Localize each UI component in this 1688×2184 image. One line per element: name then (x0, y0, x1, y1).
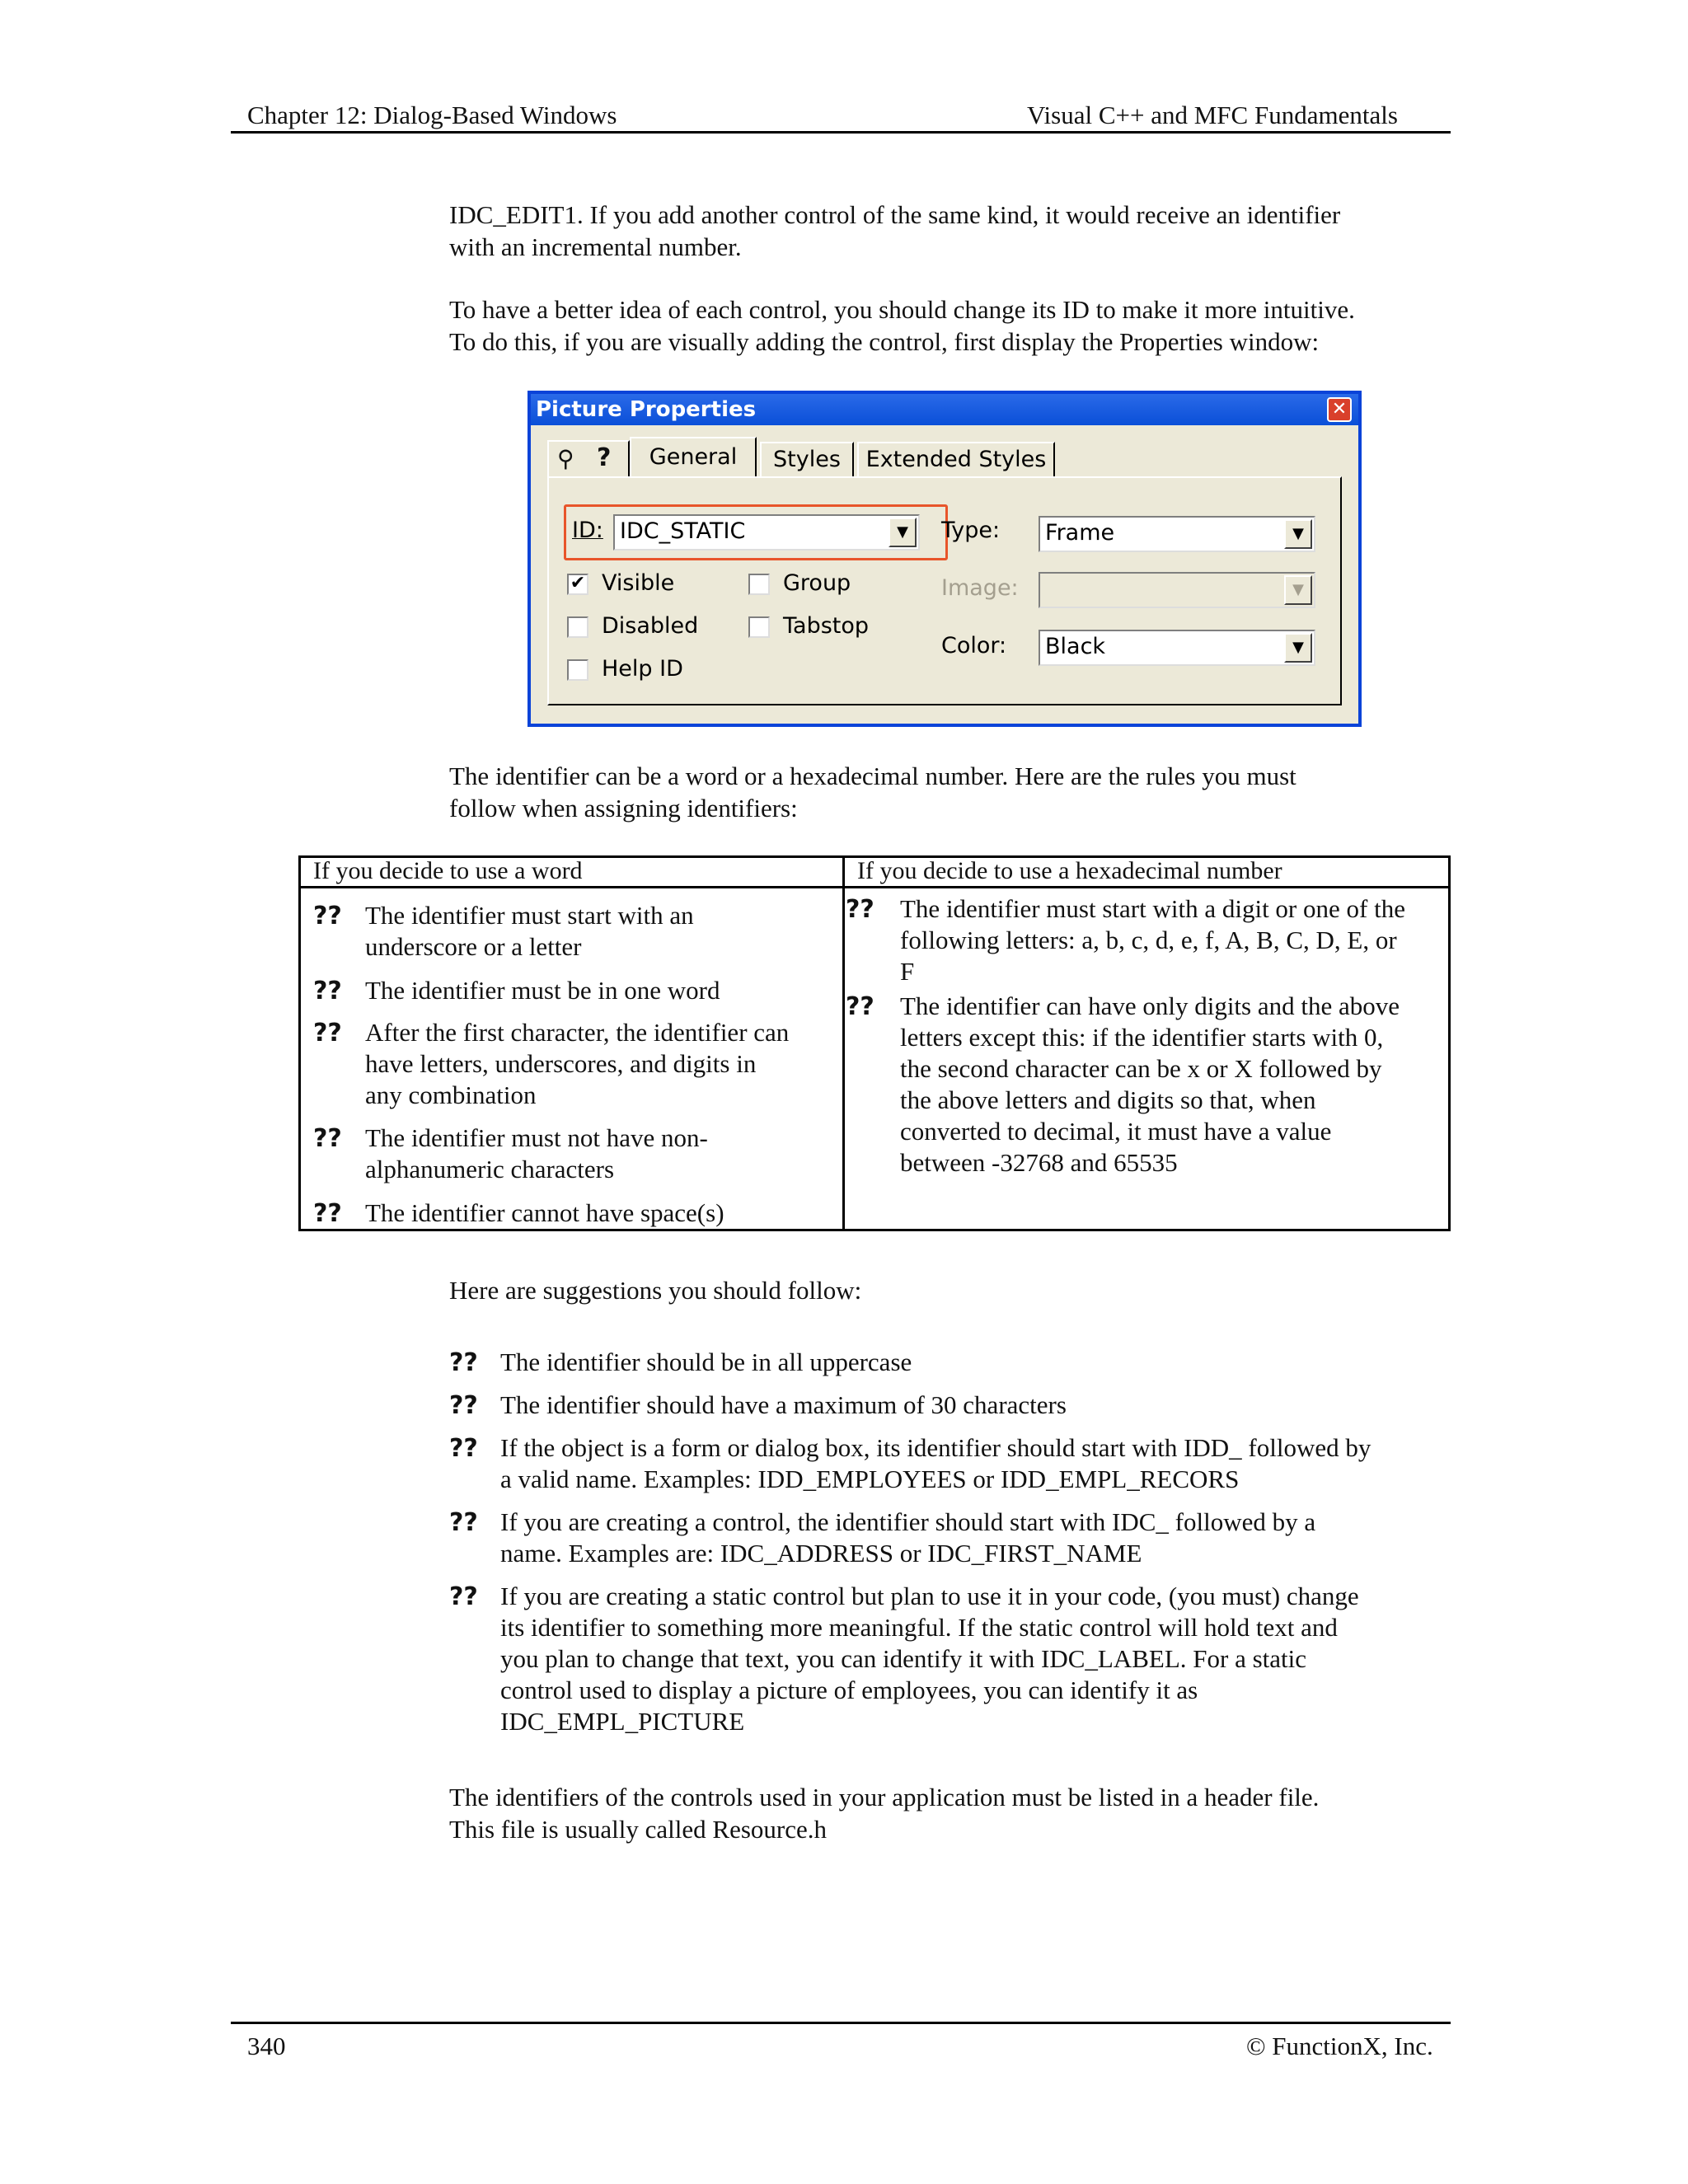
bullet-icon: ?? (313, 1124, 342, 1153)
bullet-icon: ?? (449, 1348, 478, 1377)
bullet-icon: ?? (449, 1434, 478, 1463)
rules-table-header-hex: If you decide to use a hexadecimal number (857, 857, 1282, 884)
bullet-icon: ?? (313, 1019, 342, 1047)
color-label: Color: (941, 633, 1007, 658)
visible-label: Visible (602, 570, 675, 596)
help-icon[interactable]: ? (597, 443, 612, 472)
intro-paragraph-2: To have a better idea of each control, you should change its ID to make it more intuitive. To do this, if you are visually adding the control, first display the Properties window: (449, 295, 1355, 356)
suggestion-item: If you are creating a static control but plan to use it in your code, (you must) change its identifier to something more meaningful. If the static control will hold text and you plan to change that text, you can identify it with IDC_LABEL. For a static control used to display a picture of employees, you can identify it as IDC_EMPL_PICTURE (500, 1582, 1359, 1736)
image-combo (1039, 572, 1315, 608)
bullet-icon: ?? (449, 1391, 478, 1420)
group-checkbox[interactable] (748, 574, 770, 595)
disabled-label: Disabled (602, 613, 699, 639)
tabstop-label: Tabstop (783, 613, 870, 639)
hex-rule-item: The identifier must start with a digit or one of the following letters: a, b, c, d, e, f, A, B, C, D, E, or F (900, 894, 1405, 986)
bullet-icon: ?? (449, 1508, 478, 1537)
type-combo[interactable] (1039, 516, 1315, 552)
header-chapter-title: Chapter 12: Dialog-Based Windows (247, 101, 617, 129)
color-value: Black (1045, 634, 1106, 659)
dialog-title-bar (531, 394, 1358, 425)
suggestion-item: If the object is a form or dialog box, its identifier should start with IDD_ followed by a valid name. Examples: IDD_EMPLOYEES or IDD_EMPL_RECORS (500, 1433, 1372, 1493)
id-combo[interactable] (613, 514, 920, 551)
header-rule (231, 131, 1451, 134)
chevron-down-icon[interactable]: ▼ (889, 518, 917, 547)
rules-table-header-word: If you decide to use a word (313, 857, 583, 884)
chevron-down-icon: ▼ (1284, 575, 1312, 605)
word-rule-item: The identifier must not have non- alphanumeric characters (365, 1123, 708, 1183)
tabstop-checkbox[interactable] (748, 616, 770, 638)
header-book-title: Visual C++ and MFC Fundamentals (1027, 101, 1398, 129)
helpid-checkbox[interactable] (567, 659, 588, 681)
closing-paragraph: The identifiers of the controls used in your application must be listed in a header file. This file is usually called Resource.h (449, 1783, 1320, 1844)
chevron-down-icon[interactable]: ▼ (1284, 633, 1312, 663)
image-label: Image: (941, 575, 1019, 601)
bullet-icon: ?? (846, 992, 874, 1021)
bullet-icon: ?? (313, 902, 342, 930)
rules-table-column-rule (842, 855, 845, 1231)
disabled-checkbox[interactable] (567, 616, 588, 638)
dialog-title: Picture Properties (536, 397, 757, 422)
visible-checkbox[interactable]: ✔ (567, 574, 588, 595)
suggestion-item: The identifier should be in all uppercase (500, 1347, 912, 1376)
tab-extended-styles[interactable]: Extended Styles (857, 442, 1055, 478)
word-rule-item: The identifier must start with an underscore or a letter (365, 901, 694, 961)
pin-tab[interactable] (547, 440, 630, 478)
suggestion-item: If you are creating a control, the identifier should start with IDC_ followed by a name. Examples are: IDC_ADDRESS or IDC_FIRST_NAME (500, 1507, 1316, 1568)
footer-rule (231, 2022, 1451, 2024)
bullet-icon: ?? (313, 1199, 342, 1228)
bullet-icon: ?? (846, 895, 874, 924)
helpid-label: Help ID (602, 656, 683, 682)
pin-icon[interactable]: ⚲ (557, 445, 574, 472)
copyright: © FunctionX, Inc. (1246, 2032, 1433, 2060)
tab-styles[interactable]: Styles (760, 442, 854, 478)
word-rule-item: After the first character, the identifier can have letters, underscores, and digits in any combination (365, 1018, 790, 1109)
close-icon[interactable]: ✕ (1327, 397, 1352, 422)
rules-table-header-rule (298, 886, 1451, 888)
chevron-down-icon[interactable]: ▼ (1284, 519, 1312, 549)
type-value: Frame (1045, 520, 1115, 546)
word-rule-item: The identifier cannot have space(s) (365, 1198, 724, 1227)
intro-paragraph-1: IDC_EDIT1. If you add another control of the same kind, it would receive an identifier with an incremental number. (449, 200, 1341, 261)
type-label: Type: (941, 518, 1001, 543)
picture-properties-dialog (528, 391, 1362, 727)
id-label: ID: (572, 518, 603, 543)
word-rule-item: The identifier must be in one word (365, 976, 720, 1005)
color-combo[interactable] (1039, 630, 1315, 666)
hex-rule-item: The identifier can have only digits and the above letters except this: if the identifier starts with 0, the second character can be x or X followed by the above letters and digits so that, when converted to decimal, it must have a value between -32768 and 65535 (900, 991, 1400, 1177)
id-value: IDC_STATIC (620, 518, 746, 544)
bullet-icon: ?? (449, 1582, 478, 1611)
group-label: Group (783, 570, 851, 596)
bullet-icon: ?? (313, 977, 342, 1005)
suggestions-intro: Here are suggestions you should follow: (449, 1276, 862, 1305)
identifier-intro-paragraph: The identifier can be a word or a hexadecimal number. Here are the rules you must follow when assigning identifiers: (449, 762, 1296, 823)
tab-general[interactable]: General (630, 437, 757, 478)
suggestion-item: The identifier should have a maximum of 30 characters (500, 1390, 1067, 1419)
page-number: 340 (247, 2032, 286, 2060)
